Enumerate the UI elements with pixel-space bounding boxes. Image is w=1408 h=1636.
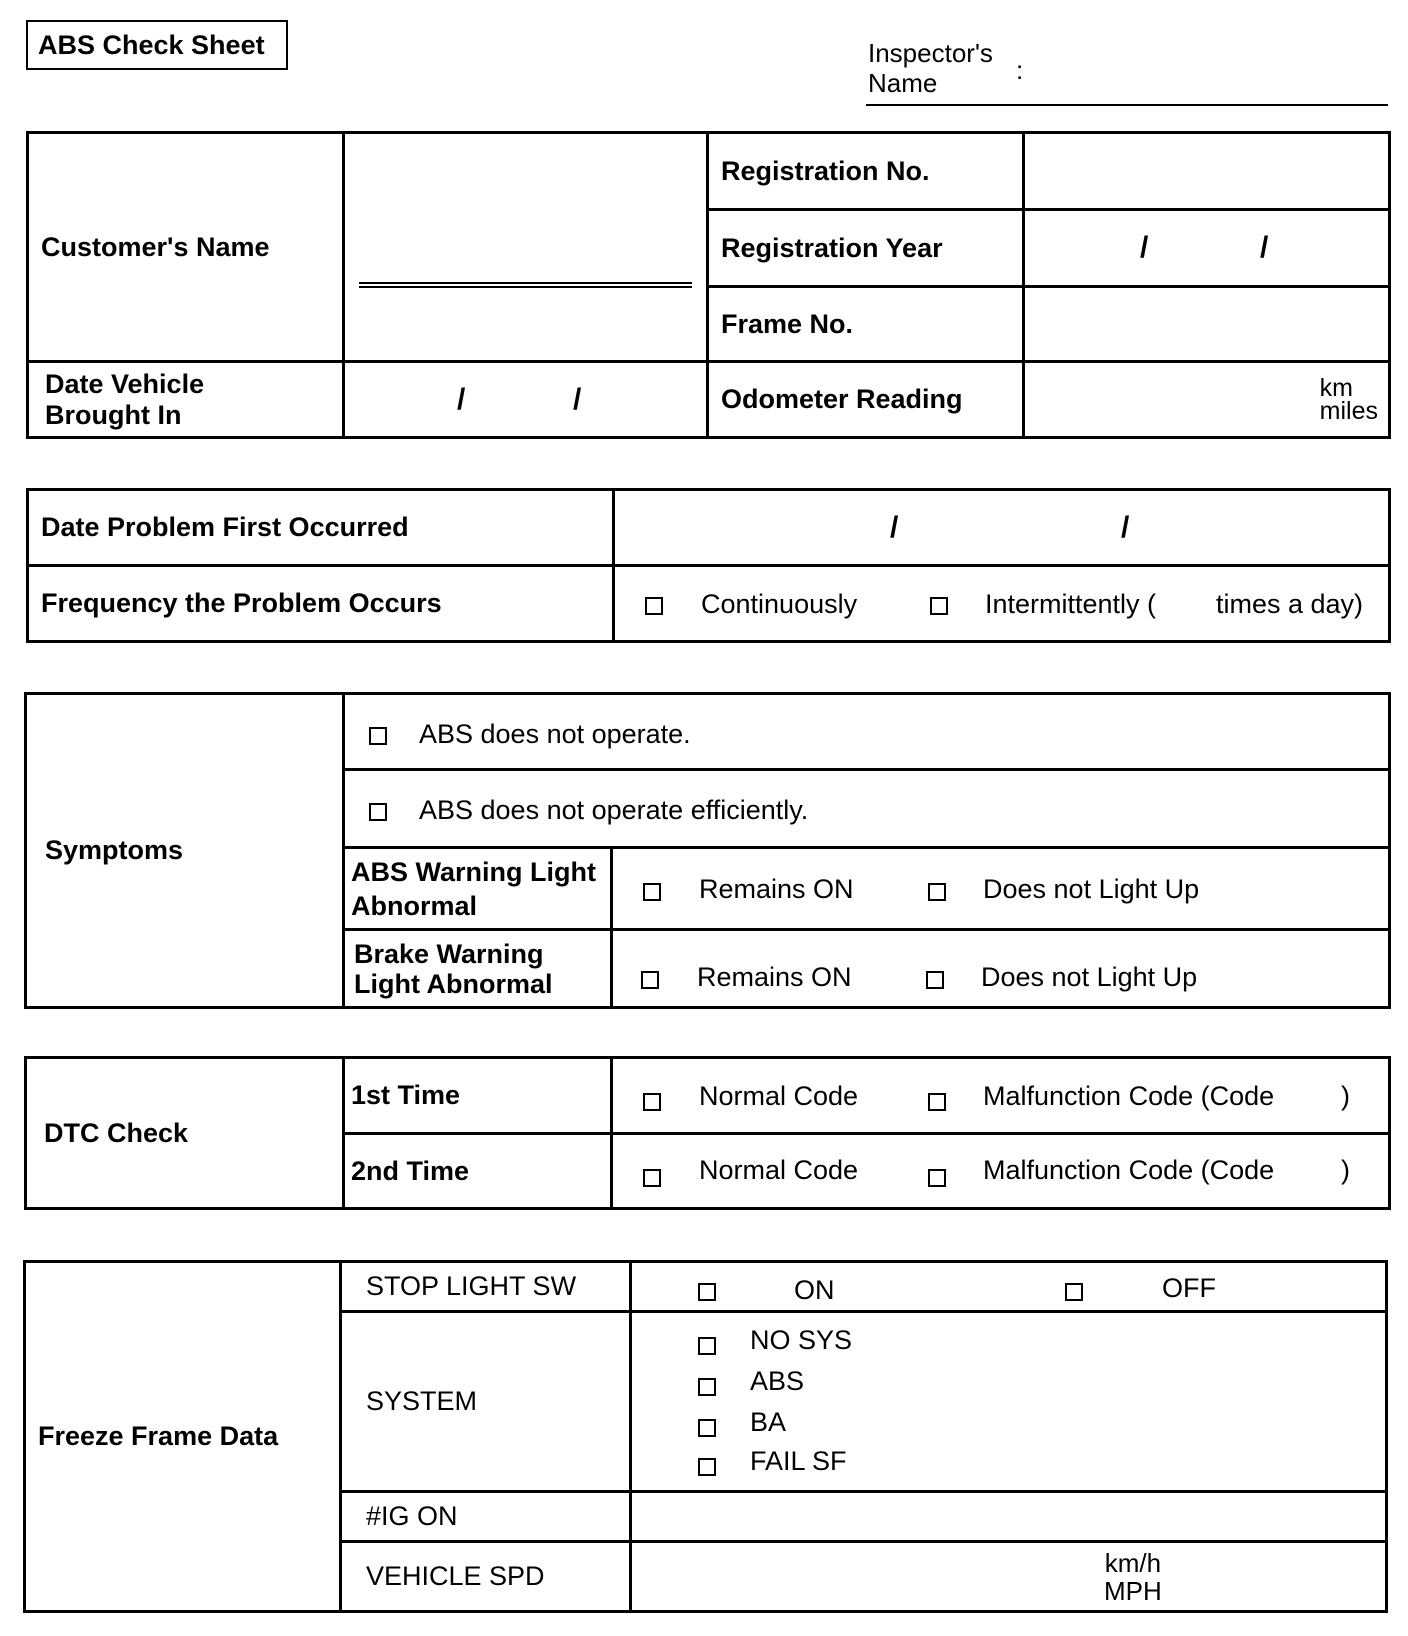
system-label: SYSTEM <box>341 1312 631 1492</box>
customer-name-label: Customer's Name <box>28 133 344 362</box>
freeze-frame-table <box>23 1260 1388 1613</box>
frame-no-label: Frame No. <box>708 287 1024 362</box>
brake-light-remains-on-checkbox[interactable] <box>641 965 659 996</box>
abs-not-operate-checkbox[interactable] <box>369 721 387 752</box>
dtc2-normal-checkbox[interactable] <box>643 1163 661 1194</box>
stop-light-on-checkbox[interactable] <box>698 1277 716 1308</box>
dtc1-malfunction-checkbox[interactable] <box>928 1087 946 1118</box>
dtc1-malfunction-label: Malfunction Code (Code <box>983 1081 1275 1111</box>
dtc2-malfunction-checkbox[interactable] <box>928 1163 946 1194</box>
continuously-label: Continuously <box>701 589 858 619</box>
freeze-frame-label: Freeze Frame Data <box>25 1262 341 1612</box>
stop-light-options <box>631 1262 1387 1312</box>
date-separator: / <box>573 382 582 416</box>
date-separator: / <box>1121 510 1130 544</box>
dtc1-normal-checkbox[interactable] <box>643 1087 661 1118</box>
registration-year-field[interactable] <box>1024 210 1390 287</box>
vehicle-info-table <box>26 131 1391 439</box>
sheet-title: ABS Check Sheet <box>26 20 288 70</box>
vehicle-spd-units: km/h MPH <box>1104 1548 1162 1606</box>
date-first-occurred-field[interactable] <box>614 490 1390 566</box>
date-separator: / <box>890 510 899 544</box>
dtc2-code-close: ) <box>1341 1155 1350 1185</box>
no-sys-label: NO SYS <box>750 1325 853 1355</box>
intermittently-label: Intermittently ( <box>985 589 1157 619</box>
times-a-day-label: times a day) <box>1216 589 1364 619</box>
abs-system-label: ABS <box>750 1366 805 1396</box>
abs-light-remains-on-label: Remains ON <box>699 874 854 904</box>
inspector-name-field[interactable] <box>866 104 1388 106</box>
ba-system-label: BA <box>750 1407 787 1437</box>
brake-light-not-light-checkbox[interactable] <box>926 965 944 996</box>
brake-light-remains-on-label: Remains ON <box>697 962 852 992</box>
stop-light-off-checkbox[interactable] <box>1065 1277 1083 1308</box>
odometer-field[interactable] <box>1024 362 1390 438</box>
abs-warning-light-options <box>612 848 1390 930</box>
abs-light-not-light-checkbox[interactable] <box>928 877 946 908</box>
frequency-options <box>614 566 1390 642</box>
registration-no-field[interactable] <box>1024 133 1390 210</box>
abs-not-operate-label: ABS does not operate. <box>419 719 691 749</box>
dtc-check-label: DTC Check <box>26 1058 344 1209</box>
date-separator: / <box>1260 231 1269 264</box>
registration-year-label: Registration Year <box>708 210 1024 287</box>
customer-name-field[interactable] <box>344 133 708 362</box>
inspector-label: Inspector's Name <box>868 38 993 98</box>
abs-not-efficient-checkbox[interactable] <box>369 797 387 828</box>
stop-light-on-label: ON <box>794 1275 835 1305</box>
dtc-second-time-label: 2nd Time <box>344 1134 612 1209</box>
dtc1-normal-label: Normal Code <box>699 1081 859 1111</box>
ba-system-checkbox[interactable] <box>698 1413 716 1444</box>
dtc-first-time-options <box>612 1058 1390 1134</box>
dtc-first-time-label: 1st Time <box>344 1058 612 1134</box>
abs-not-efficient-row <box>344 770 1390 848</box>
symptoms-table <box>24 692 1391 1009</box>
frame-no-field[interactable] <box>1024 287 1390 362</box>
abs-warning-light-label: ABS Warning Light Abnormal <box>344 848 612 930</box>
date-separator: / <box>457 382 466 416</box>
continuously-checkbox[interactable] <box>645 591 663 622</box>
intermittently-checkbox[interactable] <box>930 591 948 622</box>
system-options <box>631 1312 1387 1492</box>
problem-table <box>26 488 1391 643</box>
dtc1-code-close: ) <box>1341 1081 1350 1111</box>
brake-light-not-light-label: Does not Light Up <box>981 962 1198 992</box>
date-first-occurred-label: Date Problem First Occurred <box>28 490 614 566</box>
abs-not-efficient-label: ABS does not operate efficiently. <box>419 795 809 825</box>
ig-on-label: #IG ON <box>341 1492 631 1542</box>
stop-light-sw-label: STOP LIGHT SW <box>341 1262 631 1312</box>
fail-sf-checkbox[interactable] <box>698 1452 716 1483</box>
odometer-units: km miles <box>1319 374 1378 425</box>
abs-light-not-light-label: Does not Light Up <box>983 874 1200 904</box>
stop-light-off-label: OFF <box>1162 1273 1216 1303</box>
customer-name-underline <box>359 282 692 288</box>
brake-warning-light-label: Brake Warning Light Abnormal <box>344 930 612 1008</box>
dtc2-normal-label: Normal Code <box>699 1155 859 1185</box>
dtc2-malfunction-label: Malfunction Code (Code <box>983 1155 1275 1185</box>
dtc-check-table <box>24 1056 1391 1210</box>
vehicle-spd-label: VEHICLE SPD <box>341 1542 631 1612</box>
odometer-label: Odometer Reading <box>708 362 1024 438</box>
abs-light-remains-on-checkbox[interactable] <box>643 877 661 908</box>
registration-no-label: Registration No. <box>708 133 1024 210</box>
date-separator: / <box>1140 231 1149 264</box>
frequency-label: Frequency the Problem Occurs <box>28 566 614 642</box>
date-brought-in-field[interactable] <box>344 362 708 438</box>
abs-system-checkbox[interactable] <box>698 1372 716 1403</box>
inspector-colon: : <box>1016 55 1024 85</box>
fail-sf-label: FAIL SF <box>750 1446 847 1476</box>
no-sys-checkbox[interactable] <box>698 1331 716 1362</box>
dtc-second-time-options <box>612 1134 1390 1209</box>
vehicle-spd-field[interactable] <box>631 1542 1387 1612</box>
abs-not-operate-row <box>344 694 1390 770</box>
date-brought-in-label: Date Vehicle Brought In <box>28 362 344 438</box>
symptoms-label: Symptoms <box>26 694 344 1008</box>
ig-on-field[interactable] <box>631 1492 1387 1542</box>
brake-warning-light-options <box>612 930 1390 1008</box>
